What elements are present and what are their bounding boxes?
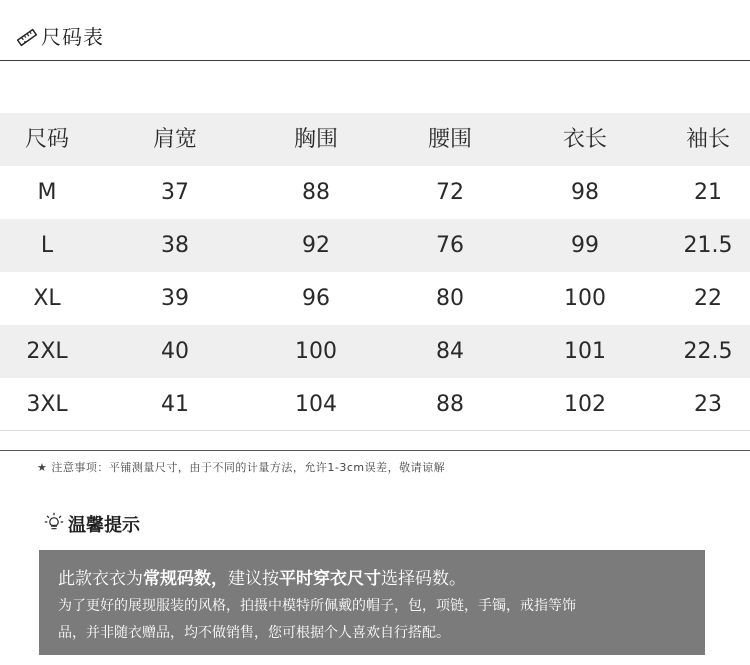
table-cell: 39: [161, 286, 189, 311]
table-row: [0, 272, 750, 325]
table-header-row: [0, 113, 750, 166]
column-header-length: 衣长: [562, 127, 608, 152]
table-row: [0, 378, 750, 431]
tips-text: 建议按: [228, 569, 279, 589]
table-cell: 84: [436, 339, 464, 364]
column-header-size: 尺码: [24, 127, 70, 152]
table-cell: 98: [571, 180, 599, 205]
table-cell: 72: [436, 180, 464, 205]
table-cell: 80: [436, 286, 464, 311]
table-cell: 76: [436, 233, 464, 258]
table-cell: 101: [564, 339, 606, 364]
size-table: [0, 113, 750, 431]
column-header-shoulder: 肩宽: [152, 127, 198, 152]
table-cell: 88: [302, 180, 330, 205]
table-cell: 2XL: [26, 339, 68, 364]
table-cell: 96: [302, 286, 330, 311]
page-title: 尺码表: [41, 25, 104, 49]
tips-text: 选择码数。: [381, 569, 466, 589]
tips-line-3: 品，并非随衣赠品，均不做销售，您可根据个人喜欢自行搭配。: [58, 625, 450, 641]
tips-line-1: [58, 564, 466, 589]
measurement-note: ★ 注意事项：平铺测量尺寸，由于不同的计量方法，允许1-3cm误差，敬请谅解: [37, 461, 446, 474]
table-cell: 102: [564, 392, 606, 417]
ruler-pencil-icon: [16, 26, 38, 48]
table-cell: 92: [302, 233, 330, 258]
column-header-chest: 胸围: [293, 127, 339, 152]
size-chart-header: [0, 0, 750, 61]
table-cell: 100: [564, 286, 606, 311]
column-header-waist: 腰围: [427, 127, 473, 152]
table-cell: 23: [694, 392, 722, 417]
tips-line-2: 为了更好的展现服装的风格，拍摄中模特所佩戴的帽子，包，项链，手镯，戒指等饰: [58, 598, 576, 614]
table-row: [0, 166, 750, 219]
column-header-sleeve: 袖长: [685, 127, 731, 152]
table-cell: 40: [161, 339, 189, 364]
table-cell: XL: [33, 286, 61, 311]
table-cell: 22.5: [683, 339, 733, 364]
tips-text: 此款衣衣为: [58, 569, 143, 589]
table-row: [0, 325, 750, 378]
table-cell: 3XL: [26, 392, 68, 417]
table-cell: L: [40, 233, 54, 258]
table-cell: 88: [436, 392, 464, 417]
table-row: [0, 219, 750, 272]
divider: [0, 430, 750, 431]
table-cell: 41: [161, 392, 189, 417]
tips-emphasis: 平时穿衣尺寸: [279, 569, 381, 589]
tips-title: 温馨提示: [68, 515, 140, 536]
table-cell: 104: [295, 392, 337, 417]
table-cell: 21: [694, 180, 722, 205]
table-cell: 22: [694, 286, 722, 311]
table-cell: 37: [161, 180, 189, 205]
tips-box: [39, 550, 705, 655]
table-cell: M: [37, 180, 57, 205]
table-cell: 99: [571, 233, 599, 258]
lightbulb-icon: [44, 512, 64, 532]
tips-emphasis: 常规码数，: [143, 569, 228, 589]
table-cell: 21.5: [683, 233, 733, 258]
table-cell: 38: [161, 233, 189, 258]
table-cell: 100: [295, 339, 337, 364]
